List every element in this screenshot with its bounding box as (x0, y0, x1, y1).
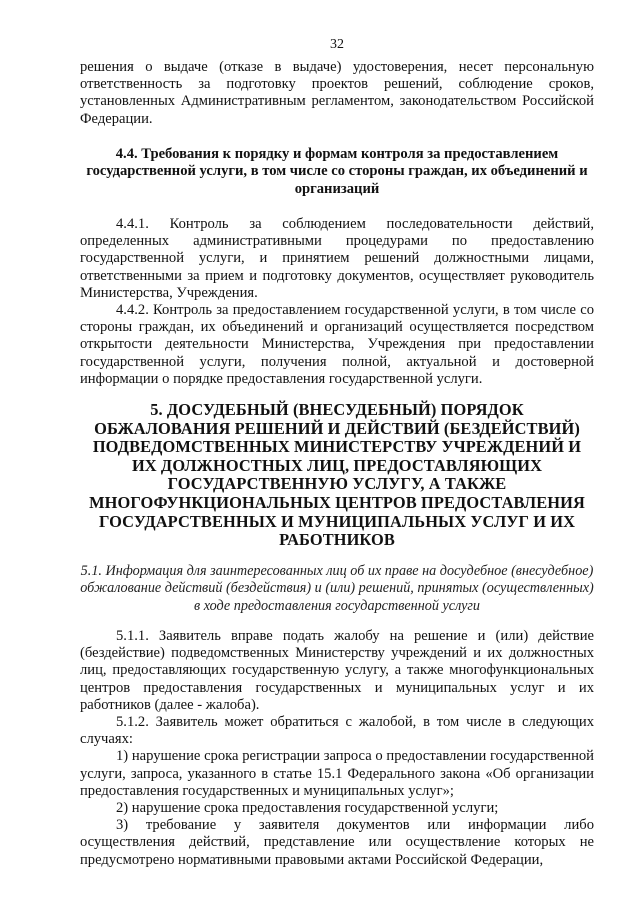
section-4-4-heading: 4.4. Требования к порядку и формам контроля за предоставлением государственной услуги, в том числе со стороны граждан, их объединений и организаций (86, 145, 588, 197)
list-item-1: 1) нарушение срока регистрации запроса о предоставлении государственной услуги, запроса, указанного в статье 15.1 Федерального закона «Об организации предоставления государственных и муниципальных услуг»; (80, 748, 594, 799)
list-item-3: 3) требование у заявителя документов или информации либо осуществления действий, представление или осуществление которых не предусмотрено нормативными правовыми актами Российской Федерации, (80, 817, 594, 868)
paragraph-5-1-1: 5.1.1. Заявитель вправе подать жалобу на решение и (или) действие (бездействие) подведомственных Министерству учреждений и их должностных лиц, предоставляющих государственную услугу, а также многофункциональных центров предоставления государственных и муниципальных услуг и их работников (далее - жалоба). (80, 628, 594, 713)
paragraph-4-4-1: 4.4.1. Контроль за соблюдением последовательности действий, определенных административными процедурами по предоставлению государственной услуги, и принятием решений должностными лицами, ответственными за прием и подготовку документов, осуществляет руководитель Министерства, Учреждения. (80, 216, 594, 301)
document-page (80, 36, 594, 869)
continuation-paragraph: решения о выдаче (отказе в выдаче) удостоверения, несет персональную ответственность за подготовку проектов решений, соблюдение сроков, установленных Административным регламентом, законодательством Российской Федерации. (80, 59, 594, 127)
list-item-2: 2) нарушение срока предоставления государственной услуги; (116, 800, 499, 817)
page-number: 32 (330, 37, 344, 52)
paragraph-5-1-2: 5.1.2. Заявитель может обратиться с жалобой, в том числе в следующих случаях: (80, 714, 594, 748)
section-5-1-subheading: 5.1. Информация для заинтересованных лиц об их праве на досудебное (внесудебное) обжалование действий (бездействия) и (или) решений, принятых (осуществленных) в ходе предоставления государственной услуги (80, 562, 594, 614)
section-5-heading: 5. ДОСУДЕБНЫЙ (ВНЕСУДЕБНЫЙ) ПОРЯДОК ОБЖАЛОВАНИЯ РЕШЕНИЙ И ДЕЙСТВИЙ (БЕЗДЕЙСТВИЙ) ПОДВЕДОМСТВЕННЫХ МИНИСТЕРСТВУ УЧРЕЖДЕНИЙ И ИХ ДОЛЖНОСТНЫХ ЛИЦ, ПРЕДОСТАВЛЯЮЩИХ ГОСУДАРСТВЕННУЮ УСЛУГУ, А ТАКЖЕ МНОГОФУНКЦИОНАЛЬНЫХ ЦЕНТРОВ ПРЕДОСТАВЛЕНИЯ ГОСУДАРСТВЕННЫХ И МУНИЦИПАЛЬНЫХ УСЛУГ И ИХ РАБОТНИКОВ (89, 400, 585, 550)
paragraph-4-4-2: 4.4.2. Контроль за предоставлением государственной услуги, в том числе со стороны граждан, их объединений и организаций осуществляется посредством открытости деятельности Министерства, Учреждения при предоставлении государственной услуги, получения полной, актуальной и достоверной информации о порядке предоставления государственной услуги. (80, 302, 594, 387)
